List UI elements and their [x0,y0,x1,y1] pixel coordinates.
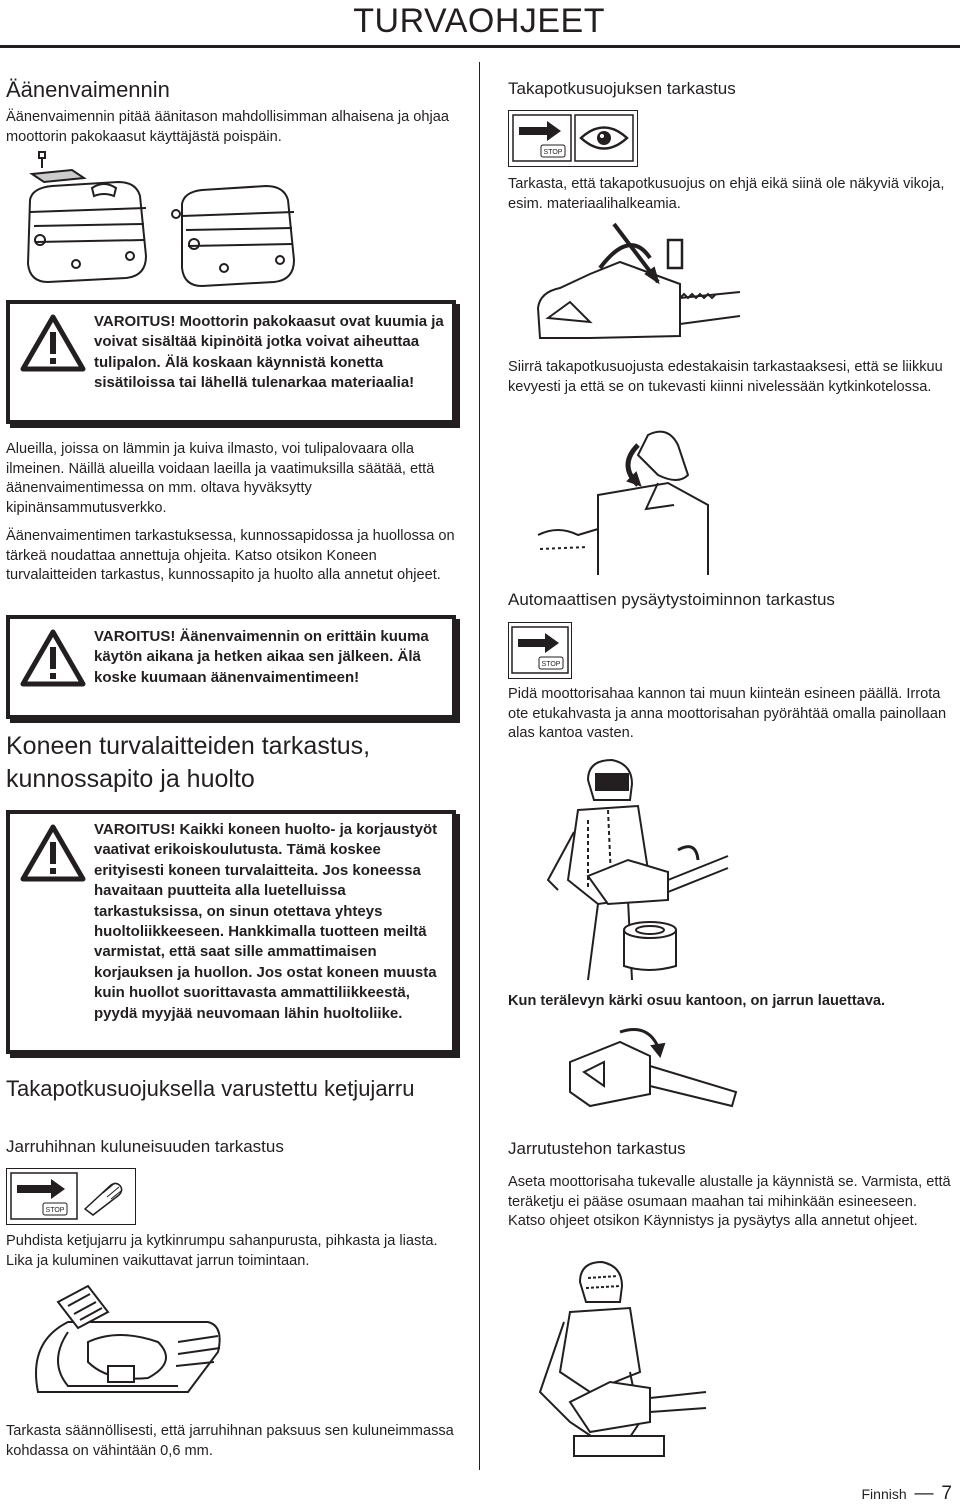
muffler-heading: Äänenvaimennin [6,77,170,102]
column-divider [479,62,480,1470]
warning-text-service: VAROITUS! Kaikki koneen huolto- ja korjaustyöt vaativat erikoiskoulutusta. Tämä koskee erityisesti koneen turvalaitteita. Jos koneessa havaitaan puutteita alla luetelluissa tarkastuksissa, on sinun otettava yhteys huoltoliikkeeseen. Hankkimalla tuotteen meiltä varmistat, että saat sille ammattimaisen korjauksen ja huollon. Jos ostat koneen muusta kuin huollot suorittavasta ammattiliikkeestä, pyydä myyjää neuvomaan lähin huoltoliike. [94,821,438,1022]
muffler-para-maintenance: Äänenvaimentimen tarkastuksessa, kunnossapidossa ja huollossa on tärkeä noudattaa annettuja ohjeita. Katso otsikon Koneen turvalaitteiden tarkastus, kunnossapito ja huolto alla annetut ohjeet. [6,528,455,584]
page-title: TURVAOHJEET [353,2,605,40]
warning-box-exhaust [6,300,456,424]
stop-label: STOP [45,1207,65,1214]
brake-para-clean: Puhdista ketjujarru ja kytkinrumpu sahanpurusta, pihkasta ja liasta. Lika ja kuluminen vaikuttavat jarrun toimintaan. [6,1233,438,1269]
warning-box-hot-muffler [6,615,456,719]
instruction-iconbox-brush [6,1168,136,1225]
auto-heading: Automaattisen pysäytystoiminnon tarkastus [508,590,835,609]
stop-label: STOP [541,661,561,668]
brake-para-thickness: Tarkasta säännöllisesti, että jarruhihnan paksuus sen kuluneimmassa kohdassa on vähintään 0,6 mm. [6,1423,454,1459]
footer-language: Finnish [861,1486,907,1502]
stop-label: STOP [543,149,563,156]
warning-triangle-icon [20,314,86,372]
chainsaw-rotation-illustration [560,1022,740,1122]
warning-text-exhaust: VAROITUS! Moottorin pakokaasut ovat kuumia ja voivat sisältää kipinöitä jotka voivat aiheuttaa tulipalon. Älä koskaan käynnistä konetta sisätiloissa tai lähellä tulenarkaa materiaalia! [94,313,444,392]
warning-text-hot-muffler: VAROITUS! Äänenvaimennin on erittäin kuuma käytön aikana ja hetken aikaa sen jälkeen. Älä koske kuumaan äänenvaimentimeen! [94,628,429,686]
instruction-iconbox-stop [508,622,572,679]
header-rule [0,45,960,48]
guard-para-inspect: Tarkasta, että takapotkusuojus on ehjä eikä siinä ole näkyviä vikoja, esim. materiaalihalkeamia. [508,176,945,212]
brake-subheading: Jarruhihnan kuluneisuuden tarkastus [6,1137,284,1156]
muffler-para-fire: Alueilla, joissa on lämmin ja kuiva ilmasto, voi tulipalovaara olla ilmeinen. Näillä alueilla voidaan laeilla ja vaatimuksilla säätää, että äänenvaimentimessa on mm. oltava hyväksytty kipinänsammutusverkko. [6,441,435,516]
hand-guard-illustration [528,425,728,575]
kickback-guard-illustration [530,218,740,348]
operator-stump-illustration [528,760,728,980]
safety-heading: Koneen turvalaitteiden tarkastus, kunnossapito ja huolto [6,732,371,793]
instruction-iconbox-eye [508,110,638,167]
page-number: 7 [941,1483,952,1504]
warning-triangle-icon [20,824,86,882]
warning-box-service [6,810,456,1054]
muffler-intro: Äänenvaimennin pitää äänitason mahdollisimman alhaisena ja ohjaa moottorin pakokaasut käyttäjästä poispäin. [6,109,449,145]
guard-heading: Takapotkusuojuksen tarkastus [508,79,736,98]
warning-triangle-icon [20,629,86,687]
effect-para: Aseta moottorisaha tukevalle alustalle ja käynnistä se. Varmista, että teräketju ei pääse osumaan maahan tai mihinkään esineeseen. Katso ohjeet otsikon Käynnistys ja pysäytys alla annetut ohjeet. [508,1174,951,1230]
auto-caption: Kun terälevyn kärki osuu kantoon, on jarrun lauettava. [508,993,886,1009]
guard-para-move: Siirrä takapotkusuojusta edestakaisin tarkastaaksesi, että se liikkuu kevyesti ja että se on tukevasti kiinni nivelessään kytkinkotelossa. [508,359,943,395]
muffler-illustration [18,152,318,297]
auto-para: Pidä moottorisahaa kannon tai muun kiinteän esineen päällä. Irrota ote etukahvasta ja anna moottorisahan pyörähtää omalla painollaan alas kantoa vasten. [508,686,947,742]
brake-heading: Takapotkusuojuksella varustettu ketjujarru [6,1076,415,1101]
effect-heading: Jarrutustehon tarkastus [508,1139,686,1158]
brake-effect-illustration [530,1262,710,1462]
footer-dash: — [914,1483,934,1504]
page-footer [862,1483,953,1505]
brake-band-illustration [28,1282,228,1402]
